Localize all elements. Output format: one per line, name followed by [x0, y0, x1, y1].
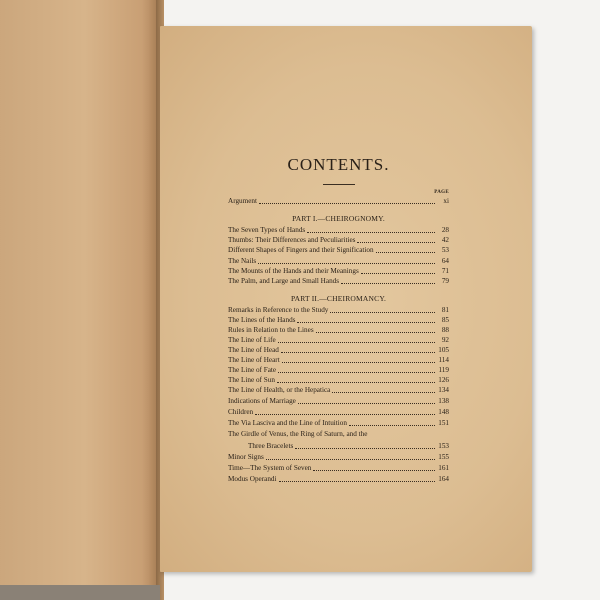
- dot-leader: [282, 356, 435, 363]
- left-page: [0, 0, 162, 596]
- dot-leader: [330, 306, 435, 313]
- toc-entry-page: 92: [441, 336, 449, 344]
- dot-leader: [313, 464, 435, 471]
- toc-entry: [228, 336, 449, 345]
- toc-entry-page: 151: [438, 419, 449, 427]
- dot-leader: [278, 366, 435, 373]
- toc-entry: [228, 366, 449, 375]
- toc-entry-title: The Nails: [228, 257, 257, 265]
- toc-entry-page: 155: [438, 453, 449, 461]
- toc-entry: [228, 453, 449, 462]
- dot-leader: [307, 226, 435, 233]
- toc-entry-page: 126: [438, 376, 449, 384]
- toc-entry-title: The Line of Sun: [228, 376, 275, 384]
- book-cover-edge: [0, 585, 160, 600]
- toc-entry-title: The Palm, and Large and Small Hands: [228, 277, 340, 285]
- toc-entry-title: Three Bracelets: [248, 442, 294, 450]
- dot-leader: [376, 246, 435, 253]
- part2-heading: PART II.—CHEIROMANCY.: [290, 294, 387, 303]
- toc-entry-page: 42: [441, 236, 449, 244]
- toc-entry: [228, 277, 449, 286]
- contents-page: [160, 26, 532, 572]
- dot-leader: [297, 316, 435, 323]
- toc-entry-title: Remarks in Reference to the Study: [228, 306, 329, 314]
- toc-entry-title: The Seven Types of Hands: [228, 226, 306, 234]
- dot-leader: [281, 346, 435, 353]
- contents-title: CONTENTS.: [287, 155, 390, 174]
- toc-entry-title: The Line of Health, or the Hepatica: [228, 386, 331, 394]
- toc-entry: [228, 419, 449, 428]
- dot-leader: [332, 386, 435, 393]
- toc-entry-page: 161: [438, 464, 449, 472]
- toc-entry-title: Thumbs: Their Differences and Peculiarities: [228, 236, 356, 244]
- dot-leader: [279, 475, 435, 482]
- dot-leader: [295, 442, 435, 449]
- dot-leader: [258, 257, 435, 264]
- toc-entry-title: Children: [228, 408, 254, 416]
- toc-entry: [228, 346, 449, 355]
- toc-entry-title: Time—The System of Seven: [228, 464, 312, 472]
- toc-entry: [228, 226, 449, 235]
- toc-entry-title: The Line of Head: [228, 346, 279, 354]
- toc-entry-title-multiline: The Girdle of Venus, the Ring of Saturn, and the: [228, 430, 368, 438]
- toc-entry-title: The Line of Heart: [228, 356, 280, 364]
- toc-entry-page: 138: [438, 397, 449, 405]
- toc-entry-page: 85: [441, 316, 449, 324]
- toc-entry: [228, 257, 449, 266]
- toc-entry: [228, 267, 449, 276]
- dot-leader: [266, 453, 435, 460]
- toc-entry-page: 114: [438, 356, 449, 364]
- toc-entry-page: 64: [441, 257, 449, 265]
- toc-entry: [228, 475, 449, 484]
- toc-entry-page: 88: [441, 326, 449, 334]
- toc-entry: [228, 376, 449, 385]
- toc-entry-page: 53: [441, 246, 449, 254]
- toc-entry: [228, 408, 449, 417]
- toc-entry-title: Rules in Relation to the Lines: [228, 326, 314, 334]
- toc-entry-page: 81: [441, 306, 449, 314]
- toc-entry-page: 105: [438, 346, 449, 354]
- toc-entry-page: 79: [441, 277, 449, 285]
- dot-leader: [357, 236, 435, 243]
- toc-entry-page: xi: [443, 197, 449, 205]
- title-rule: [323, 184, 355, 185]
- dot-leader: [259, 197, 435, 204]
- toc-entry-page: 148: [438, 408, 449, 416]
- toc-entry-argument: [228, 197, 449, 206]
- toc-entry-title: Indications of Marriage: [228, 397, 296, 405]
- toc-entry: [228, 326, 449, 335]
- toc-entry-page: 119: [438, 366, 449, 374]
- toc-entry-title: Modus Operandi: [228, 475, 277, 483]
- toc-entry-title: The Mounts of the Hands and their Meanings: [228, 267, 359, 275]
- toc-entry: [228, 316, 449, 325]
- toc-entry-title: Different Shapes of Fingers and their Signification: [228, 246, 374, 254]
- toc-entry-page: 153: [438, 442, 449, 450]
- toc-entry: [228, 306, 449, 315]
- dot-leader: [255, 408, 435, 415]
- dot-leader: [278, 336, 435, 343]
- toc-entry: [228, 464, 449, 473]
- toc-entry: [228, 386, 449, 395]
- toc-entry: [228, 397, 449, 406]
- toc-entry-title: Argument: [228, 197, 258, 205]
- toc-entry: [228, 356, 449, 365]
- dot-leader: [277, 376, 435, 383]
- toc-entry-title: Minor Signs: [228, 453, 264, 461]
- toc-entry: [228, 236, 449, 245]
- dot-leader: [341, 277, 435, 284]
- page-column-header: PAGE: [434, 190, 449, 195]
- toc-entry-page: 164: [438, 475, 449, 483]
- toc-entry: [228, 442, 449, 451]
- toc-entry-title: The Line of Life: [228, 336, 276, 344]
- toc-entry: [228, 246, 449, 255]
- toc-entry-page: 134: [438, 386, 449, 394]
- part1-heading: PART I.—CHEIROGNOMY.: [292, 214, 385, 223]
- toc-entry-title: The Via Lasciva and the Line of Intuition: [228, 419, 347, 427]
- dot-leader: [349, 419, 435, 426]
- dot-leader: [298, 397, 435, 404]
- toc-entry-page: 71: [441, 267, 449, 275]
- toc-entry-title: The Lines of the Hands: [228, 316, 296, 324]
- toc-entry-page: 28: [441, 226, 449, 234]
- dot-leader: [316, 326, 435, 333]
- toc-entry-title: The Line of Fate: [228, 366, 277, 374]
- dot-leader: [361, 267, 435, 274]
